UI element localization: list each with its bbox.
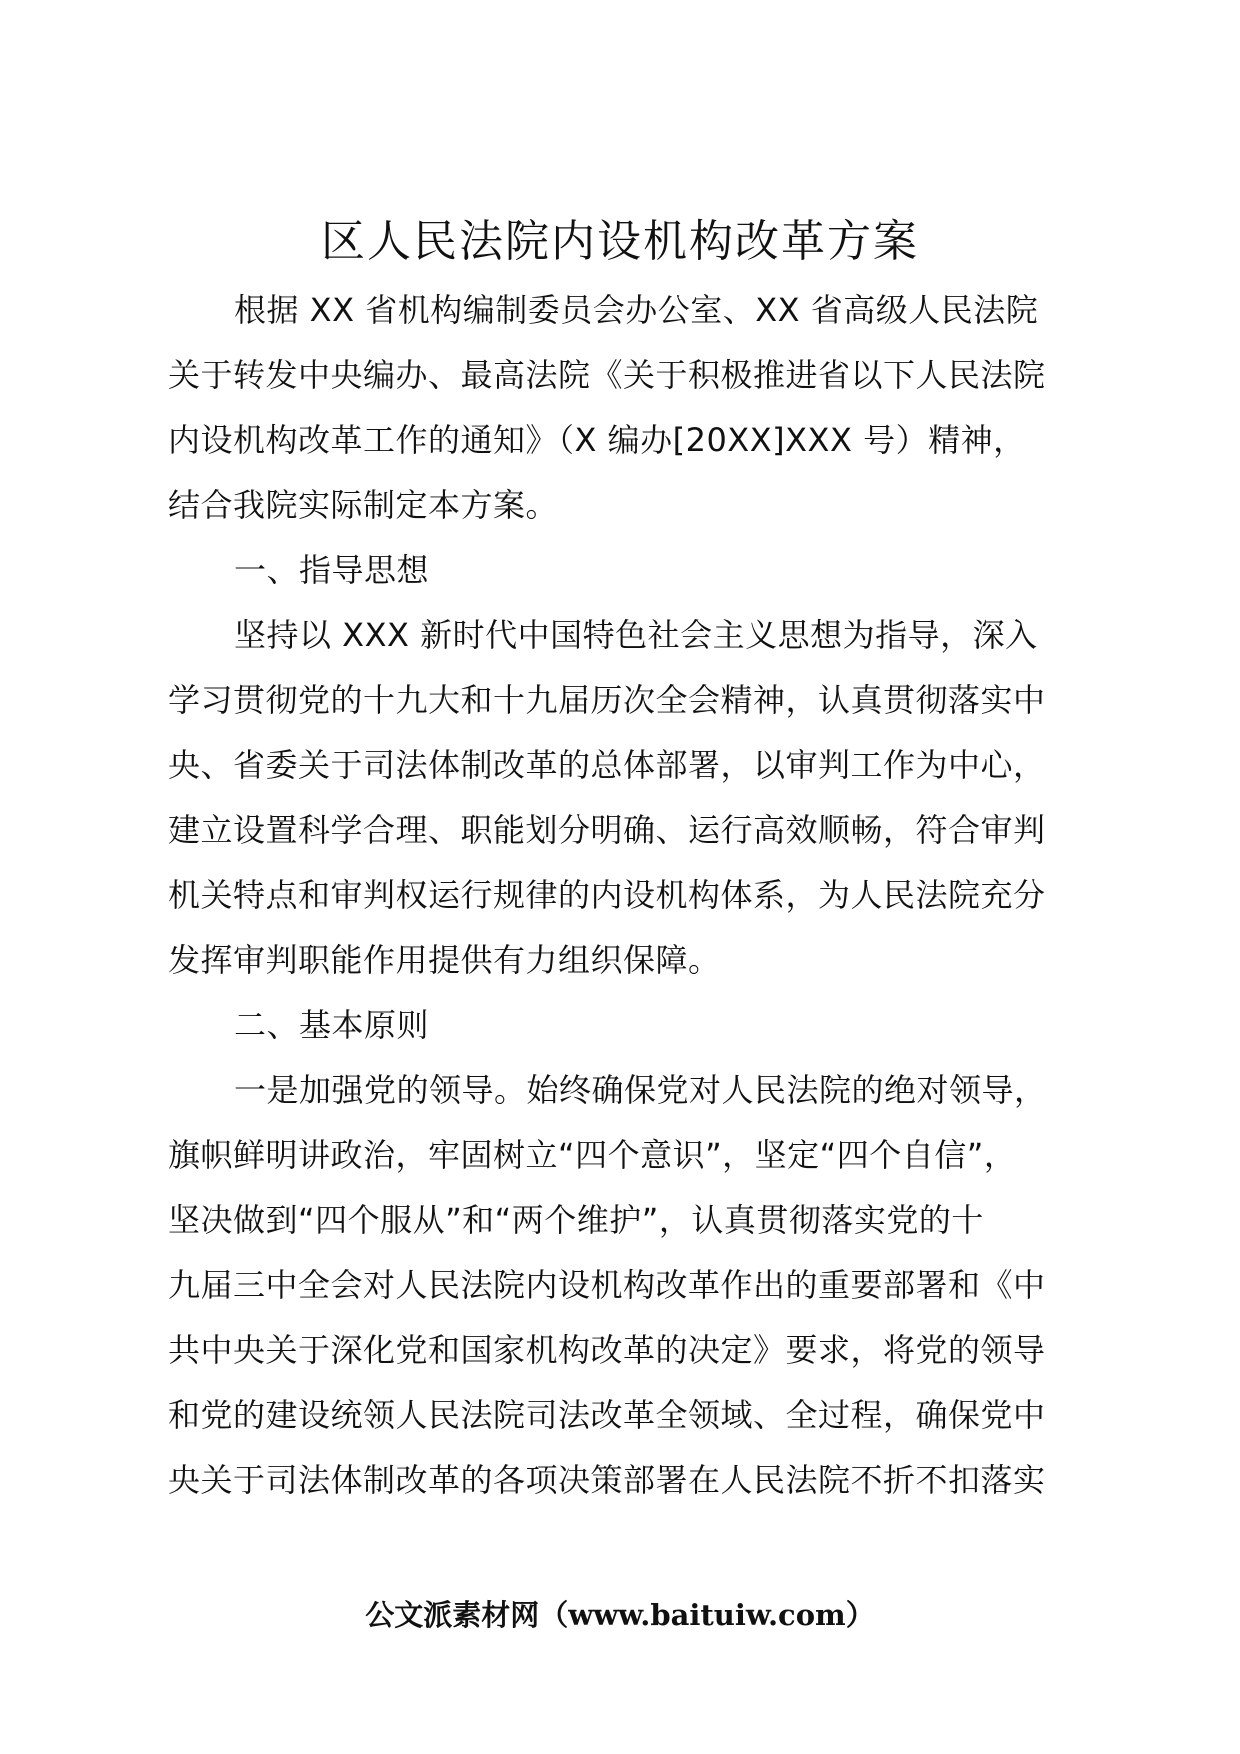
paragraph-line: 一是加强党的领导。始终确保党对人民法院的绝对领导， — [234, 1071, 1047, 1109]
paragraph-line: 坚决做到“四个服从”和“两个维护”，认真贯彻落实党的十 — [168, 1201, 984, 1239]
paragraph-line: 坚持以 XXX 新时代中国特色社会主义思想为指导，深入 — [234, 616, 1038, 654]
paragraph-line: 内设机构改革工作的通知》（X 编办[20XX]XXX 号）精神， — [168, 421, 1026, 459]
paragraph-line: 央、省委关于司法体制改革的总体部署，以审判工作为中心， — [168, 746, 1046, 784]
paragraph-line: 机关特点和审判权运行规律的内设机构体系，为人民法院充分 — [168, 876, 1046, 914]
paragraph-line: 九届三中全会对人民法院内设机构改革作出的重要部署和《中 — [168, 1266, 1046, 1304]
section-heading: 二、基本原则 — [234, 1006, 430, 1044]
section-heading: 一、指导思想 — [234, 551, 430, 589]
paragraph-line: 旗帜鲜明讲政治，牢固树立“四个意识”，坚定“四个自信”， — [168, 1136, 1017, 1174]
paragraph-line: 建立设置科学合理、职能划分明确、运行高效顺畅，符合审判 — [168, 811, 1046, 849]
paragraph-line: 根据 XX 省机构编制委员会办公室、XX 省高级人民法院 — [234, 291, 1039, 329]
paragraph-line: 央关于司法体制改革的各项决策部署在人民法院不折不扣落实 — [168, 1461, 1046, 1499]
paragraph-line: 关于转发中央编办、最高法院《关于积极推进省以下人民法院 — [168, 356, 1046, 394]
paragraph-line: 发挥审判职能作用提供有力组织保障。 — [168, 941, 721, 979]
paragraph-line: 结合我院实际制定本方案。 — [168, 486, 559, 524]
paragraph-line: 共中央关于深化党和国家机构改革的决定》要求，将党的领导 — [168, 1331, 1046, 1369]
footer-watermark: 公文派素材网（www.baituiw.com） — [365, 1598, 875, 1632]
paragraph-line: 学习贯彻党的十九大和十九届历次全会精神，认真贯彻落实中 — [168, 681, 1046, 719]
document-title: 区人民法院内设机构改革方案 — [321, 216, 919, 267]
paragraph-line: 和党的建设统领人民法院司法改革全领域、全过程，确保党中 — [168, 1396, 1046, 1434]
